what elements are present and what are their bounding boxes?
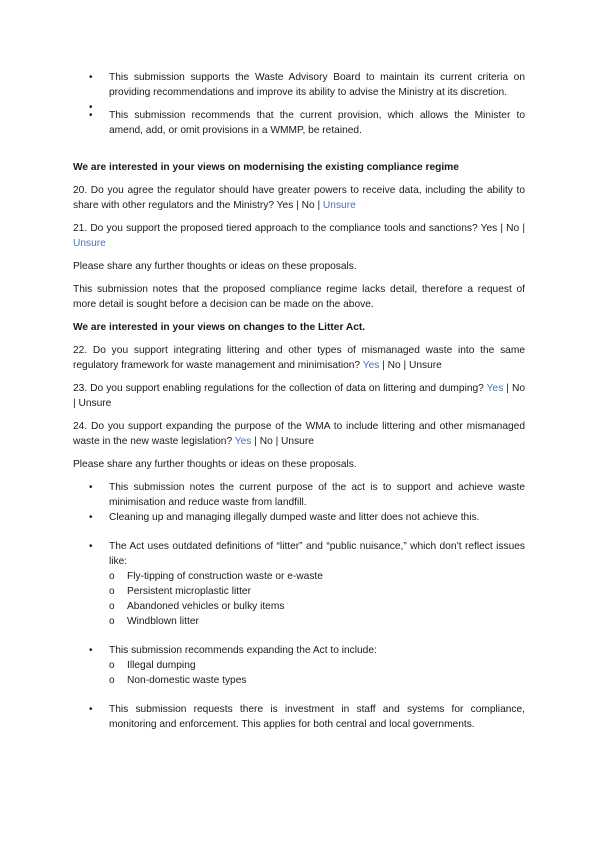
answer-unsure: Unsure (73, 238, 106, 249)
bullet-item: • This submission recommends that the current provision, which allows the Minister to amend, add, or omit provisions in a WMMP, be retained. (73, 108, 525, 138)
page-content (73, 70, 525, 732)
thoughts-prompt: Please share any further thoughts or ideas on these proposals. (73, 459, 357, 470)
purpose-bullet-list (73, 480, 525, 525)
sub-item: o Non-domestic waste types (73, 673, 525, 688)
answer-yes: Yes (486, 383, 504, 394)
thoughts-prompt: Please share any further thoughts or ideas on these proposals. (73, 261, 357, 272)
question-20: 20. Do you agree the regulator should have greater powers to receive data, including the ability to share with other regulators and the Ministry? Yes | No | Unsure (73, 185, 525, 211)
sub-item: o Windblown litter (73, 614, 525, 629)
section-heading-litter-act: We are interested in your views on changes to the Litter Act. (73, 322, 366, 333)
answer-yes: Yes (234, 436, 252, 447)
bullet-item: • This submission supports the Waste Advisory Board to maintain its current criteria on providing recommendations and improve its ability to advise the Ministry at its discretion. (73, 70, 525, 100)
answer-yes: Yes (362, 360, 380, 371)
bullet-item: • This submission requests there is investment in staff and systems for compliance, monitoring and enforcement. This applies for both central and local governments. (73, 702, 525, 732)
sub-item: o Illegal dumping (73, 658, 525, 673)
section-heading-compliance: We are interested in your views on modernising the existing compliance regime (73, 162, 459, 173)
question-24: 24. Do you support expanding the purpose of the WMA to include littering and other mismanaged waste in the new waste legislation? Yes | No | Unsure (73, 421, 525, 447)
outdated-issues-sublist (73, 569, 525, 629)
question-22: 22. Do you support integrating littering and other types of mismanaged waste into the same regulatory framework for waste management and minimisation? Yes | No | Unsure (73, 345, 525, 371)
question-21: 21. Do you support the proposed tiered approach to the compliance tools and sanctions? Yes | No | Unsure (73, 223, 525, 249)
sub-item: o Abandoned vehicles or bulky items (73, 599, 525, 614)
compliance-response: This submission notes that the proposed compliance regime lacks detail, therefore a request of more detail is sought before a decision can be made on the above. (73, 284, 525, 310)
bullet-item: • This submission notes the current purpose of the act is to support and achieve waste minimisation and reduce waste from landfill. (73, 480, 525, 510)
sub-item: o Fly-tipping of construction waste or e-waste (73, 569, 525, 584)
bullet-item: • Cleaning up and managing illegally dumped waste and litter does not achieve this. (73, 510, 525, 525)
bullet-item: • The Act uses outdated definitions of “litter” and “public nuisance,” which don’t reflect issues like: (73, 539, 525, 569)
answer-unsure: Unsure (322, 200, 356, 211)
expand-act-list (73, 643, 525, 658)
expand-act-sublist (73, 658, 525, 688)
sub-item: o Persistent microplastic litter (73, 584, 525, 599)
question-23: 23. Do you support enabling regulations for the collection of data on littering and dumping? Yes | No | Unsure (73, 383, 525, 409)
investment-list (73, 702, 525, 732)
top-bullet-list (73, 70, 525, 138)
outdated-definitions-list (73, 539, 525, 569)
bullet-item: • This submission recommends expanding the Act to include: (73, 643, 525, 658)
